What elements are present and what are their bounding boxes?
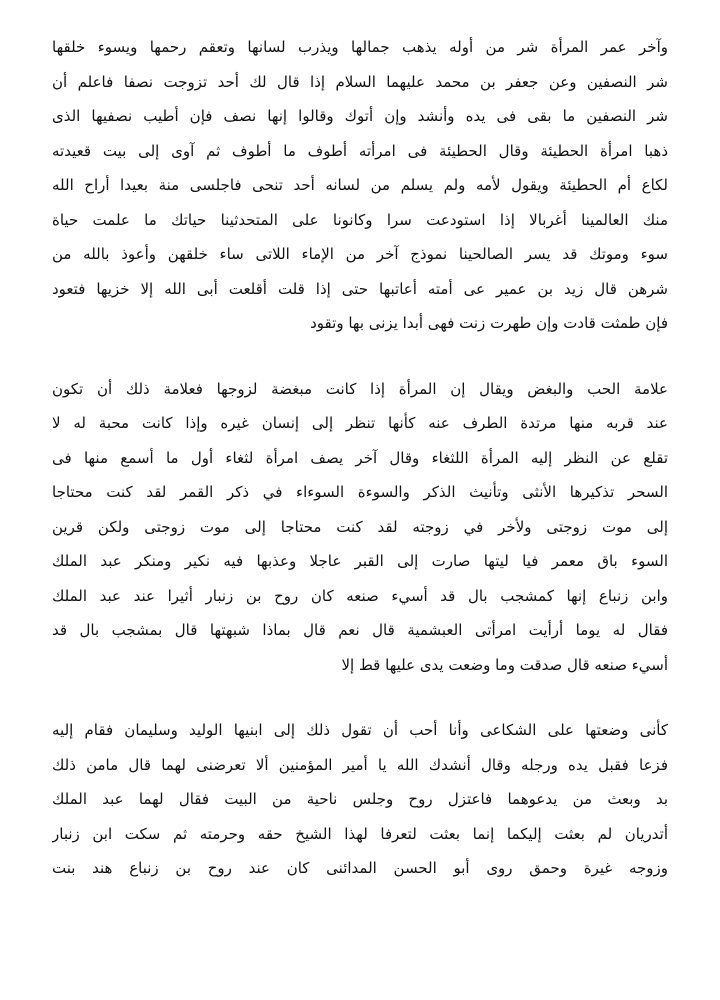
text-line: السوء باق معمر فيا ليتها صارت إلى القبر عاجلا وعذبها فيه نكير ومنكر عبد الملك <box>52 552 668 570</box>
text-line: كأنى وضعتها على الشكاعى وأنا أحب أن تقول ذلك إلى ابنيها الوليد وسليمان فقام إليه <box>52 721 668 739</box>
text-line: أتدريان لم بعثت إليكما إنما بعثت لتعرفا لهذا الشيخ حقه وحرمته ثم سكت ابن زنبار <box>52 824 668 843</box>
paragraph-1 <box>52 30 668 341</box>
text-line-last: فإن طمثت قادت وإن طهرت زنت فهى أبدا يزنى بها وتقود <box>310 314 668 332</box>
paragraph-gap <box>52 341 668 372</box>
text-line: بد وبعث من يدعوهما فاعتزل روح وجلس ناحية من البيت فقال لهما عبد الملك <box>52 790 668 808</box>
paragraph-gap <box>52 682 668 713</box>
text-line: لكاع أم الحطيئة ويقول لأمه ولم يسلم من لسانه أحد تنحى فاجلسى منة بعيدا أراح الله <box>52 176 668 194</box>
text-line: شر النصفين ما بقى فى يده وأنشد وإن أتوك وقالوا إنها نصف فإن أطيب نصفيها الذى <box>52 107 668 125</box>
text-line: ذهبا امرأة الحطيئة وقال الحطيئة فى امرأته أطوف ما أطوف ثم آوى إلى بيت قعيدته <box>52 141 668 160</box>
text-line: فزعا فقبل يده ورجله وقال أنشدك الله يا أمير المؤمنين ألا تعرضنى لهما قال مامن ذلك <box>52 755 668 774</box>
paragraph-3 <box>52 713 668 886</box>
text-line: عند قربه منها مرتدة الطرف عنه كأنها تنظر إلى إنسان غيره وإذا كانت محبة له لا <box>52 414 668 432</box>
text-line: تقلع عن النظر إليه المرأة اللثغاء وقال آخر يصف امرأة لثغاء أول ما أسمع منها فى <box>52 448 668 467</box>
text-line: إلى موت زوجتى ولأخر في زوجته لقد كنت محتاجا إلى موت زوجتى ولكن قرين <box>52 517 668 536</box>
text-line: وآخر عمر المرأة شر من أوله يذهب جمالها ويذرب لسانها وتعقم رحمها ويسوء خلقها <box>52 38 668 56</box>
paragraph-2 <box>52 372 668 683</box>
text-line: وزوجه غيرة وحمق روى أبو الحسن المدائنى كان عند روح بن زنباع هند بنت <box>52 859 668 877</box>
text-line: السحر تذكيرها الأنثى وتأنيث الذكر والسوءة السوءاء في ذكر القمر لقد كنت محتاجا <box>52 483 668 501</box>
text-line: وابن زنباع إنها كمشجب بال قد أسيء صنعه كان روح بن زنبار أثيرا عند عبد الملك <box>52 586 668 605</box>
text-line: شر النصفين وعن جعفر بن محمد عليهما السلام إذا قال لك أحد تزوجت نصفا فاعلم أن <box>52 72 668 91</box>
text-line-last: أسيء صنعه قال صدقت وما وضعت يدى عليها قط إلا <box>341 655 668 674</box>
text-line: فقال له يوما أرأيت امرأتى العبشمية قال نعم قال بماذا شبهتها قال بمشجب بال قد <box>52 621 668 639</box>
text-line: شرهن قال زيد بن عمير عى أمته أعاتبها حتى إذا قلت أقلعت أبى الله إلا خزيها فتعود <box>52 279 668 298</box>
text-line: منك العالمينا أغربالا إذا استودعت سرا وكانونا على المتحدثينا حياتك ما علمت حياة <box>52 210 668 229</box>
text-line: علامة الحب والبغض ويقال إن المرأة إذا كانت مبغضة لزوجها فعلامة ذلك أن تكون <box>52 379 668 398</box>
text-line: سوء وموتك قد يسر الصالحينا نموذج آخر من الإماء اللاتى ساء خلقهن وأعوذ بالله من <box>52 245 668 263</box>
